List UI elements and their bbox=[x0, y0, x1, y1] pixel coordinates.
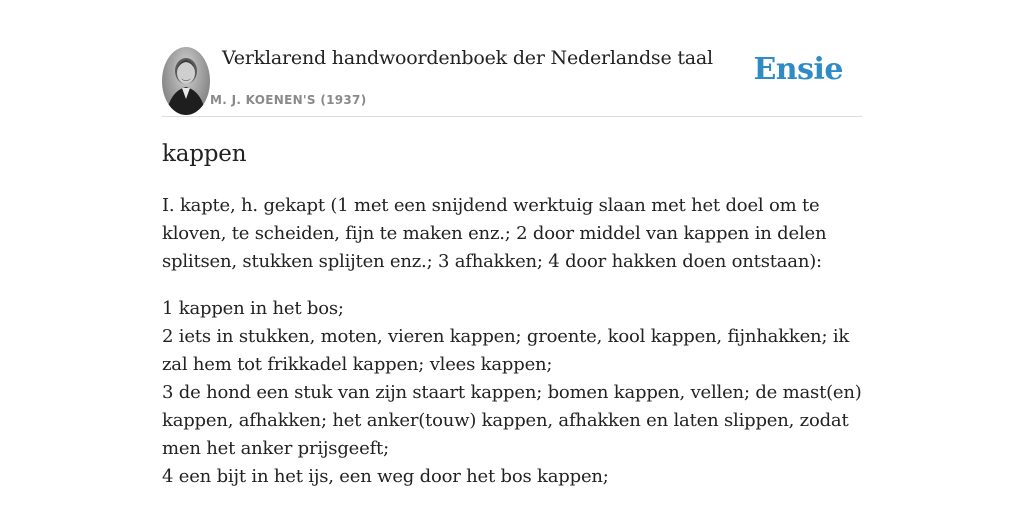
book-author: M. J. KOENEN'S (1937) bbox=[210, 93, 367, 107]
entry-examples bbox=[162, 295, 862, 491]
example-line: 4 een bijt in het ijs, een weg door het bos kappen; bbox=[162, 466, 609, 487]
entry-headword: kappen bbox=[162, 141, 247, 167]
entry-definition: I. kapte, h. gekapt (1 met een snijdend werktuig slaan met het doel om te kloven, te scheiden, fijn te maken enz.; 2 door middel van kappen in delen splitsen, stukken splijten enz.; 3 afhakken; 4 door hakken doen ontstaan): bbox=[162, 195, 827, 272]
author-portrait-image bbox=[162, 47, 210, 115]
source-header bbox=[162, 44, 862, 117]
example-line: 2 iets in stukken, moten, vieren kappen; groente, kool kappen, fijnhakken; ik zal hem tot frikkadel kappen; vlees kappen; bbox=[162, 326, 850, 375]
book-title[interactable]: Verklarend handwoordenboek der Nederlandse taal bbox=[222, 47, 713, 69]
ensie-logo-link[interactable]: Ensie bbox=[753, 52, 843, 87]
entry-content bbox=[162, 138, 862, 491]
example-line: 1 kappen in het bos; bbox=[162, 298, 344, 319]
example-line: 3 de hond een stuk van zijn staart kappen; bomen kappen, vellen; de mast(en) kappen, afhakken; het anker(touw) kappen, afhakken en laten slippen, zodat men het anker prijsgeeft; bbox=[162, 382, 862, 459]
